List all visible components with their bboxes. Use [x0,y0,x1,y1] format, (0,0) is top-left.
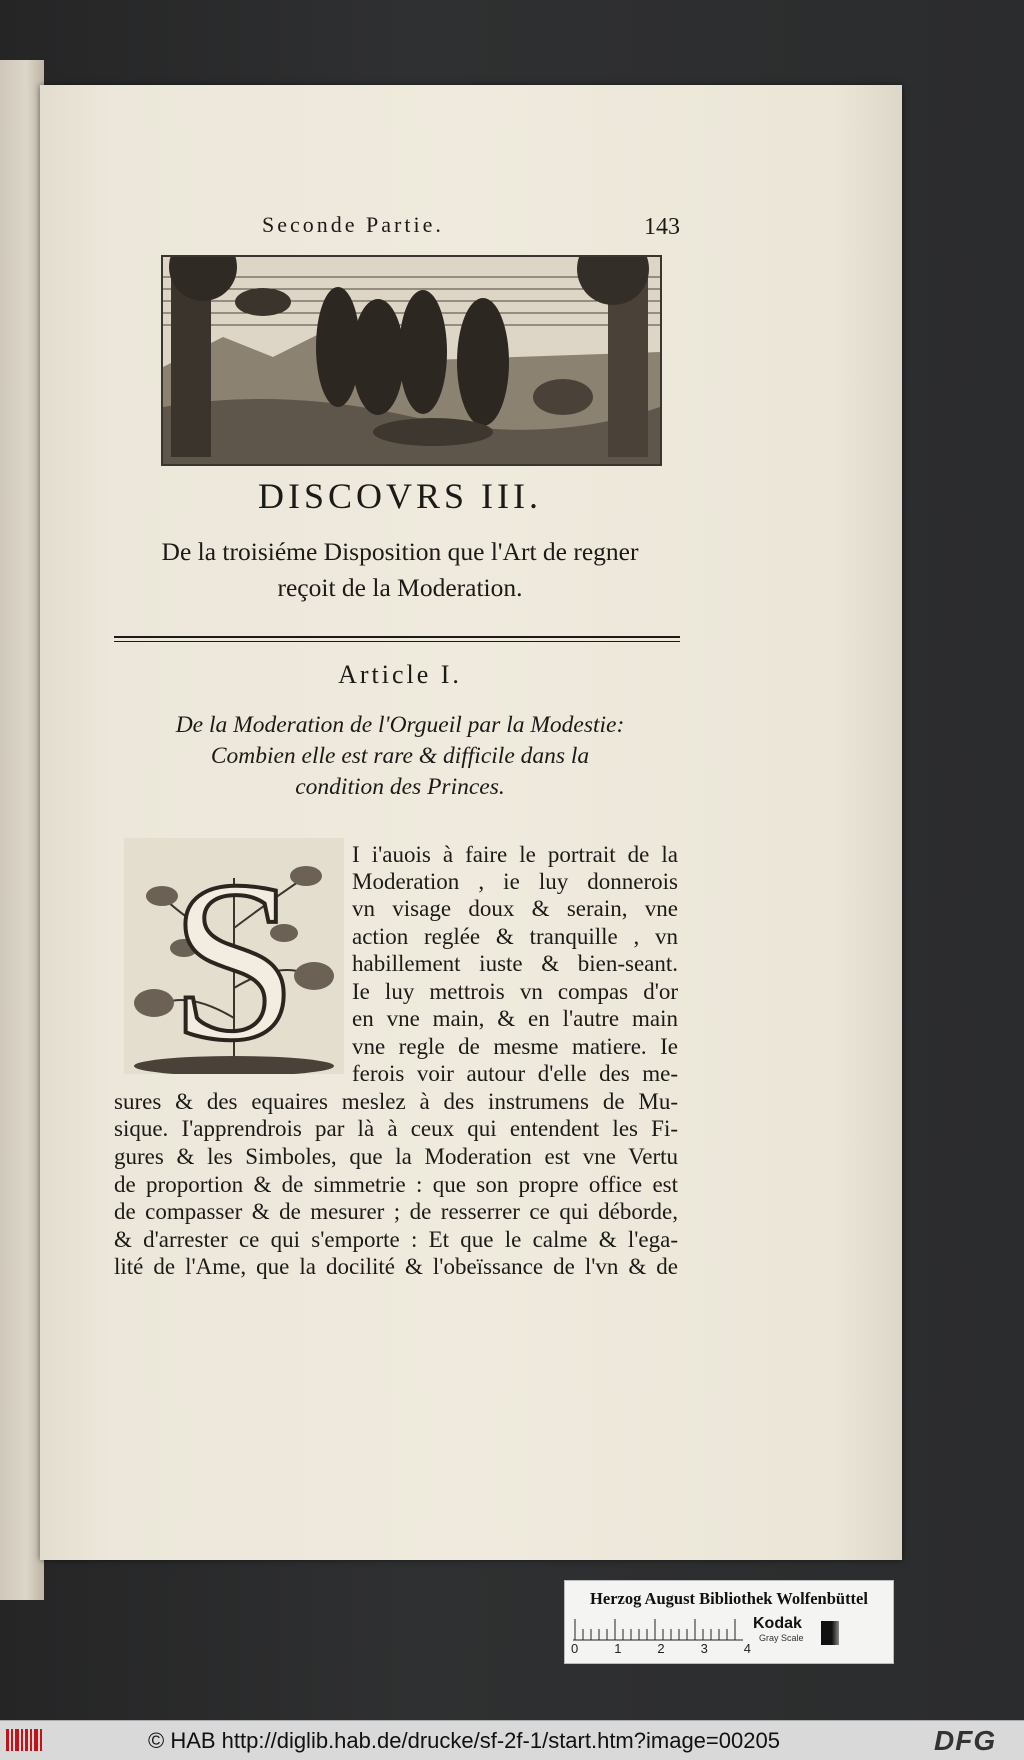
body-line: Moderation , ie luy donnerois [352,869,678,894]
body-line: ferois voir autour d'elle des me- [352,1061,678,1086]
decorated-initial-s [124,838,344,1074]
ruler-numbers [571,1641,751,1656]
ruler-number: 1 [614,1641,622,1656]
ruler-number: 3 [700,1641,708,1656]
article-title-line-2: Combien elle est rare & difficile dans la [210,743,590,769]
article-heading: Article I. [338,660,462,689]
library-name: Herzog August Bibliothek Wolfenbüttel [590,1589,868,1608]
dfg-logo: DFG [934,1725,997,1756]
body-line: lité de l'Ame, que la docilité & l'obeïssance de l'vn & de [114,1254,678,1279]
article-title [108,710,692,803]
ruler-number: 4 [743,1641,751,1656]
body-line: action reglée & tranquille , vn [352,924,678,949]
double-rule-bottom [114,641,680,642]
headpiece-engraving [161,255,662,466]
kodak-logo: Kodak [753,1615,802,1632]
body-line: de compasser & de mesurer ; de resserrer ce qui déborde, [114,1199,678,1224]
ruler-ticks [573,1615,743,1641]
body-line: sique. I'apprendrois par là à ceux qui entendent les Fi- [114,1116,678,1141]
color-scale-card [564,1580,894,1664]
discourse-heading: DISCOVRS III. [257,476,542,516]
page-number: 143 [644,214,680,240]
gray-scale-label: Gray Scale [759,1633,804,1643]
ruler-number: 2 [657,1641,665,1656]
ruler-number: 0 [571,1641,579,1656]
copyright-url[interactable]: © HAB http://diglib.hab.de/drucke/sf-2f-1/start.htm?image=00205 [148,1728,780,1753]
body-line: Ie luy mettrois vn compas d'or [352,979,678,1004]
svg-text:S: S [170,838,298,1074]
body-line: en vne main, & en l'autre main [352,1006,678,1031]
double-rule-top [114,636,680,638]
body-line: sures & des equaires meslez à des instrumens de Mu- [114,1089,678,1114]
previous-page-edge [0,60,44,1600]
gray-scale-swatch [821,1621,839,1645]
article-title-line-3: condition des Princes. [295,774,505,800]
viewer-footer [0,1720,1024,1760]
subtitle-line-1: De la troisiéme Disposition que l'Art de regner [161,537,639,566]
body-line: & d'arrester ce qui s'emporte : Et que le calme & l'ega- [114,1227,678,1252]
body-line: I i'auois à faire le portrait de la [352,842,678,867]
barcode-icon [6,1729,46,1751]
subtitle-line-2: reçoit de la Moderation. [277,573,523,602]
running-head-title: Seconde Partie. [262,212,444,237]
body-line: vn visage doux & serain, vne [352,896,678,921]
article-title-line-1: De la Moderation de l'Orgueil par la Modestie: [175,712,625,738]
body-line: de proportion & de simmetrie : que son propre office est [114,1172,678,1197]
body-line: habillement iuste & bien-seant. [352,951,678,976]
body-line: vne regle de mesme matiere. Ie [352,1034,678,1059]
discourse-subtitle [110,534,690,606]
body-line: gures & les Simboles, que la Moderation est vne Vertu [114,1144,678,1169]
